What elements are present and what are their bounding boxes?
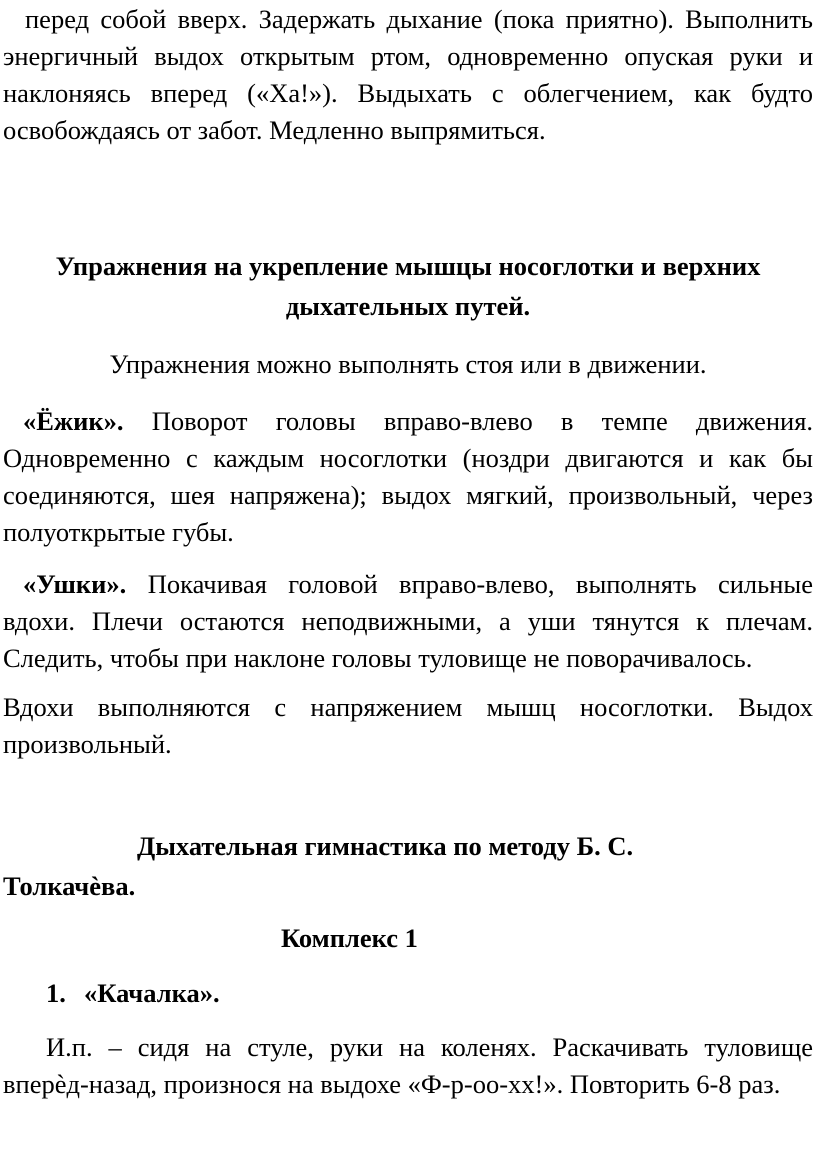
list-item-number: 1.	[46, 978, 66, 1008]
exercise-hedgehog-text: Поворот головы вправо-влево в темпе движения. Одновременно с каждым носоглотки (ноздри двигаются и как бы соединяются, шея напряжена); выдох мягкий, произвольный, через полуоткрытые губы.	[3, 406, 814, 547]
exercise-note: Упражнения можно выполнять стоя или в движении.	[109, 349, 707, 379]
list-item-title: «Качалка».	[84, 978, 220, 1008]
exercise-ears-text: Покачивая головой вправо-влево, выполнять сильные вдохи. Плечи остаются неподвижными, а уши тянутся к плечам. Следить, чтобы при наклоне головы туловище не поворачивалось.	[3, 569, 813, 673]
section-heading-muscles-line2: дыхательных путей.	[285, 291, 531, 321]
exercise-hedgehog	[3, 403, 813, 551]
list-item-text: И.п. – сидя на стуле, руки на коленях. Раскачивать туловище вперѐд-назад, произнося на выдохе «Ф-р-оо-хх!». Повторить 6-8 раз.	[3, 1032, 813, 1099]
exercise-ears-title: «Ушки».	[23, 569, 127, 599]
list-item-rocking-chair	[3, 973, 813, 1013]
complex-title: Комплекс 1	[281, 923, 418, 953]
section-heading-tolkachev-line2: Толкачѐва.	[3, 871, 136, 901]
section-heading-muscles	[3, 246, 813, 326]
exercise-ears	[3, 566, 813, 677]
section-heading-muscles-line1: Упражнения на укрепление мышцы носоглотки и верхних	[55, 251, 761, 281]
intro-paragraph: перед собой вверх. Задержать дыхание (пока приятно). Выполнить энергичный выдох открытым ртом, одновременно опуская руки и наклоняясь вперед («Ха!»). Выдыхать с облегчением, как будто освобождаясь от забот. Медленно выпрямиться.	[3, 4, 813, 145]
section-heading-tolkachev-line1: Дыхательная гимнастика по методу Б. С.	[137, 831, 634, 861]
exercise-hedgehog-title: «Ёжик».	[23, 406, 124, 436]
ears-note: Вдохи выполняются с напряжением мышц носоглотки. Выдох произвольный.	[3, 692, 813, 759]
section-heading-tolkachev	[3, 826, 813, 906]
